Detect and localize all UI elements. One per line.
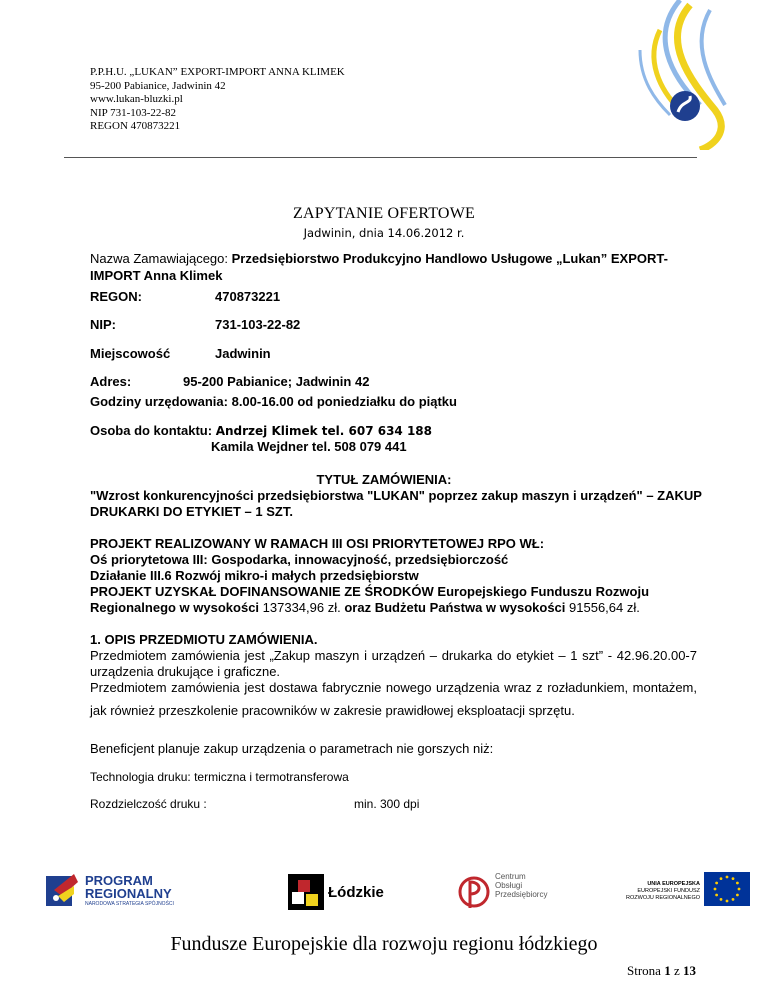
page-total: 13 (683, 963, 696, 978)
eu-logo-text (605, 881, 700, 902)
hours-label: Godziny urzędowania: (90, 394, 228, 409)
spec-resolution-label: Rozdzielczość druku : (90, 797, 207, 811)
cop-line3: Przedsiębiorcy (495, 890, 548, 899)
cop-icon (458, 874, 492, 914)
nip-value: 731-103-22-82 (215, 317, 301, 332)
page-separator: z (670, 963, 683, 978)
section1-p1-line1: Przedmiotem zamówienia jest „Zakup maszyn i urządzeń – drukarka do etykiet – 1 szt” - 42.96.20.00-7 (90, 648, 697, 663)
orderer-name-value: Przedsiębiorstwo Produkcyjno Handlowo Usługowe „Lukan” EXPORT- (231, 251, 668, 266)
project-funding-label2: oraz Budżetu Państwa w wysokości (340, 600, 566, 615)
program-regionalny-title2: REGIONALNY (85, 886, 172, 901)
contact-person-1: Andrzej Klimek tel. 607 634 188 (215, 424, 432, 438)
footer-logos (40, 860, 740, 920)
project-funding-efrr: 137334,96 zł. (259, 600, 341, 615)
cop-line2: Obsługi (495, 881, 523, 890)
regon-label: REGON: (90, 289, 142, 304)
contact-label: Osoba do kontaktu: (90, 423, 213, 438)
eu-line1: UNIA EUROPEJSKA (647, 881, 700, 887)
section1-p2-line1: Przedmiotem zamówienia jest dostawa fabrycznie nowego urządzenia wraz z rozładunkiem, montażem, (90, 680, 697, 695)
lodzkie-icon (288, 874, 324, 910)
program-regionalny-icon (44, 870, 82, 910)
page-current: 1 (664, 963, 671, 978)
company-regon: REGON 470873221 (90, 120, 181, 133)
project-line1: PROJEKT REALIZOWANY W RAMACH III OSI PRIORYTETOWEJ RPO WŁ: (90, 536, 545, 551)
project-funding-label: Regionalnego w wysokości (90, 600, 260, 615)
eu-line2: EUROPEJSKI FUNDUSZ (637, 888, 700, 894)
order-title-heading: TYTUŁ ZAMÓWIENIA: (316, 472, 452, 487)
spec-technology: Technologia druku: termiczna i termotransferowa (90, 770, 349, 784)
hours-line (90, 394, 457, 409)
company-letterhead (90, 66, 345, 134)
lodzkie-logo: Łódzkie (328, 884, 384, 901)
cop-logo (495, 872, 547, 899)
company-address: 95-200 Pabianice, Jadwinin 42 (90, 79, 226, 92)
project-line2: Oś priorytetowa III: Gospodarka, innowacyjność, przedsiębiorczość (90, 552, 509, 567)
company-nip: NIP 731-103-22-82 (90, 106, 177, 119)
orderer-name-cont: IMPORT Anna Klimek (90, 268, 223, 283)
order-title-line2: DRUKARKI DO ETYKIET – 1 SZT. (90, 504, 293, 519)
lukan-logo (540, 0, 740, 150)
program-regionalny-subtitle: NARODOWA STRATEGIA SPÓJNOŚCI (85, 901, 174, 907)
spec-resolution-value: min. 300 dpi (354, 797, 420, 811)
orderer-name-label: Nazwa Zamawiającego: (90, 251, 229, 266)
document-date: Jadwinin, dnia 14.06.2012 r. (303, 226, 465, 240)
section1-p3: Beneficjent planuje zakup urządzenia o parametrach nie gorszych niż: (90, 741, 494, 756)
city-label: Miejscowość (90, 346, 171, 361)
document-title: ZAPYTANIE OFERTOWE (293, 205, 475, 222)
address-value: 95-200 Pabianice; Jadwinin 42 (183, 374, 370, 389)
address-label: Adres: (90, 374, 132, 389)
contact-line (90, 423, 432, 438)
page-prefix: Strona (627, 963, 665, 978)
footer-slogan: Fundusze Europejskie dla rozwoju regionu łódzkiego (170, 933, 598, 955)
nip-label: NIP: (90, 317, 116, 332)
program-regionalny-logo (85, 874, 174, 909)
section1-p2-line2: jak również przeszkolenie pracowników w zakresie prawidłowej eksploatacji sprzętu. (90, 703, 575, 718)
section1-p1-line2: urządzenia drukujące i graficzne. (90, 664, 281, 679)
hours-value: 8.00-16.00 od poniedziałku do piątku (231, 394, 457, 409)
eu-flag-icon (704, 872, 750, 906)
orderer-name-line (90, 251, 668, 266)
company-name: P.P.H.U. „LUKAN” EXPORT-IMPORT ANNA KLIMEK (90, 66, 345, 78)
regon-value: 470873221 (215, 289, 281, 304)
project-line3: Działanie III.6 Rozwój mikro-i małych przedsiębiorstw (90, 568, 419, 583)
contact-person-2: Kamila Wejdner tel. 508 079 441 (211, 439, 407, 454)
eu-line3: ROZWOJU REGIONALNEGO (626, 895, 700, 901)
project-funding-budget: 91556,64 zł. (565, 600, 640, 615)
order-title-line1: "Wzrost konkurencyjności przedsiębiorstwa "LUKAN" poprzez zakup maszyn i urządzeń" – ZAKUP (90, 488, 702, 503)
header-divider (64, 157, 697, 158)
city-value: Jadwinin (215, 346, 271, 361)
section1-heading: 1. OPIS PRZEDMIOTU ZAMÓWIENIA. (90, 632, 318, 647)
cop-line1: Centrum (495, 872, 526, 881)
company-website: www.lukan-bluzki.pl (90, 93, 183, 106)
project-line4: PROJEKT UZYSKAŁ DOFINANSOWANIE ZE ŚRODKÓW Europejskiego Funduszu Rozwoju (90, 584, 650, 599)
project-line5 (90, 600, 640, 615)
page-number (627, 963, 696, 979)
program-regionalny-title1: PROGRAM (85, 873, 153, 888)
